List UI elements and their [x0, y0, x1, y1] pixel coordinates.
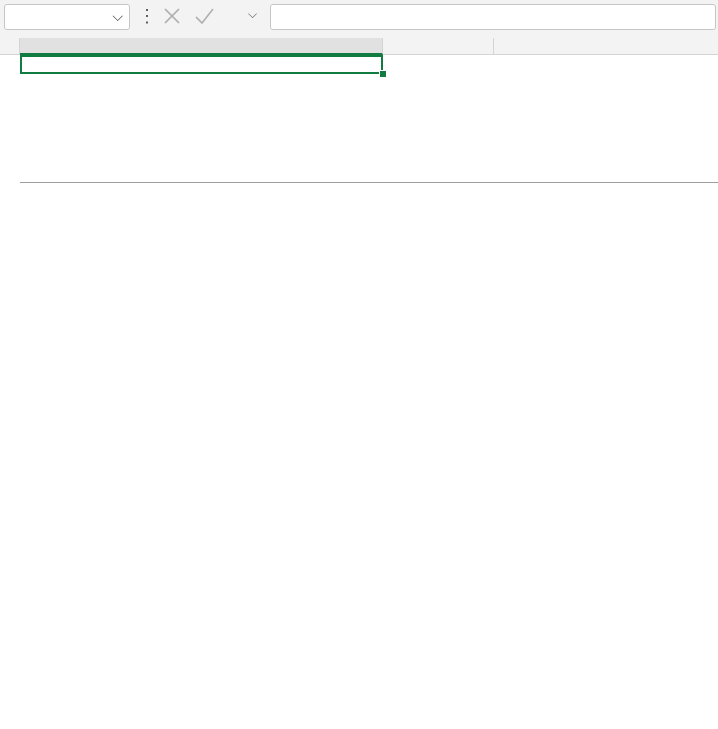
formula-input[interactable]	[270, 4, 716, 30]
column-header-b[interactable]	[383, 38, 494, 55]
cancel-icon[interactable]	[160, 2, 184, 30]
selection-border	[20, 55, 383, 74]
formula-bar	[0, 0, 718, 38]
column-header-c[interactable]	[494, 38, 718, 55]
chevron-down-icon[interactable]: ⌵	[112, 8, 123, 24]
column-header-a[interactable]	[20, 38, 383, 55]
name-box[interactable]	[4, 4, 130, 30]
enter-check-icon[interactable]	[192, 2, 216, 30]
freeze-pane-line	[20, 182, 718, 183]
chevron-down-icon[interactable]: ⌵	[248, 7, 258, 21]
select-all-corner[interactable]	[0, 38, 20, 55]
more-options-icon[interactable]: ⋮	[138, 6, 156, 26]
fill-handle[interactable]	[379, 70, 387, 78]
